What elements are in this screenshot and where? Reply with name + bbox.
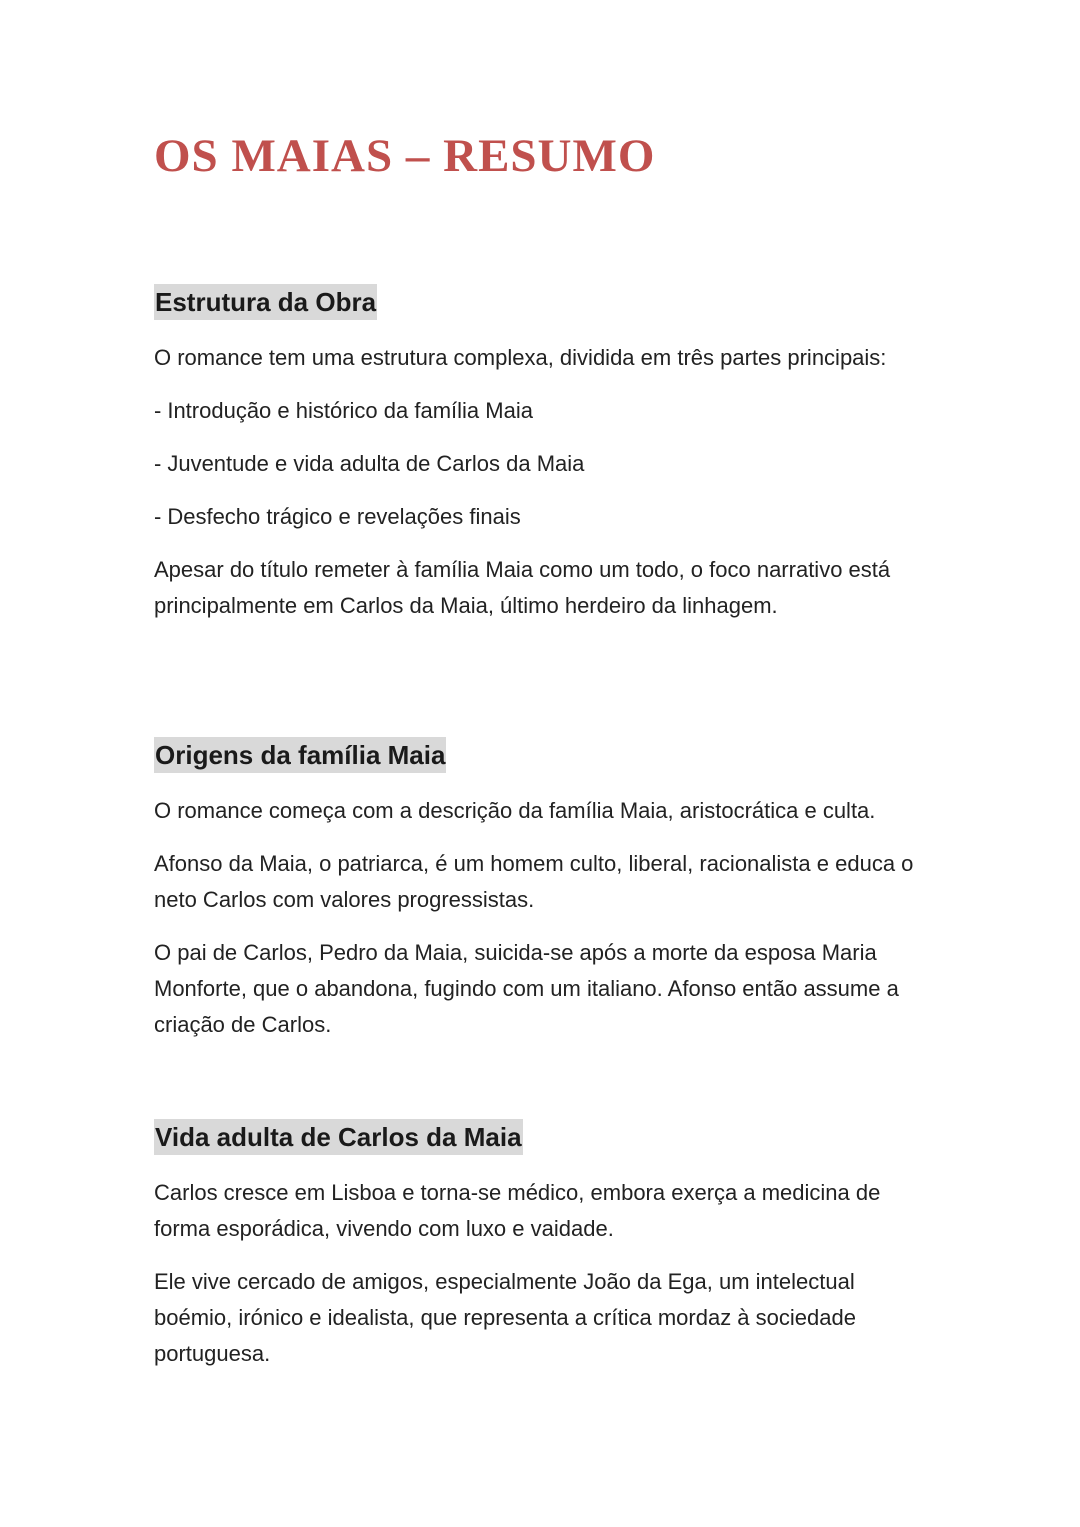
section-heading: Origens da família Maia xyxy=(154,737,446,773)
paragraph: Carlos cresce em Lisboa e torna-se médico, embora exerça a medicina de forma esporádica, vivendo com luxo e vaidade. xyxy=(154,1180,881,1241)
section-heading: Estrutura da Obra xyxy=(154,284,377,320)
list-item: - Introdução e histórico da família Maia xyxy=(154,398,533,423)
paragraph: Ele vive cercado de amigos, especialmente João da Ega, um intelectual boémio, irónico e idealista, que representa a crítica mordaz à sociedade portuguesa. xyxy=(154,1269,856,1366)
list-item-text: Introdução e histórico da família Maia xyxy=(167,398,533,423)
list-item: - Desfecho trágico e revelações finais xyxy=(154,504,521,529)
paragraph: O pai de Carlos, Pedro da Maia, suicida-se após a morte da esposa Maria Monforte, que o abandona, fugindo com um italiano. Afonso então assume a criação de Carlos. xyxy=(154,940,899,1037)
bullet-list xyxy=(154,393,924,535)
section-estrutura xyxy=(154,284,924,641)
list-item-text: Desfecho trágico e revelações finais xyxy=(167,504,521,529)
document-title: OS MAIAS – RESUMO xyxy=(154,130,656,182)
section-heading: Vida adulta de Carlos da Maia xyxy=(154,1119,523,1155)
section-origens xyxy=(154,737,924,1060)
paragraph: Afonso da Maia, o patriarca, é um homem culto, liberal, racionalista e educa o neto Carlos com valores progressistas. xyxy=(154,851,914,912)
paragraph: Apesar do título remeter à família Maia como um todo, o foco narrativo está principalmente em Carlos da Maia, último herdeiro da linhagem. xyxy=(154,557,891,618)
paragraph: O romance tem uma estrutura complexa, dividida em três partes principais: xyxy=(154,345,887,370)
list-item-text: Juventude e vida adulta de Carlos da Maia xyxy=(167,451,585,476)
list-item: - Juventude e vida adulta de Carlos da Maia xyxy=(154,451,585,476)
section-vida-adulta xyxy=(154,1119,924,1389)
paragraph: O romance começa com a descrição da família Maia, aristocrática e culta. xyxy=(154,798,876,823)
